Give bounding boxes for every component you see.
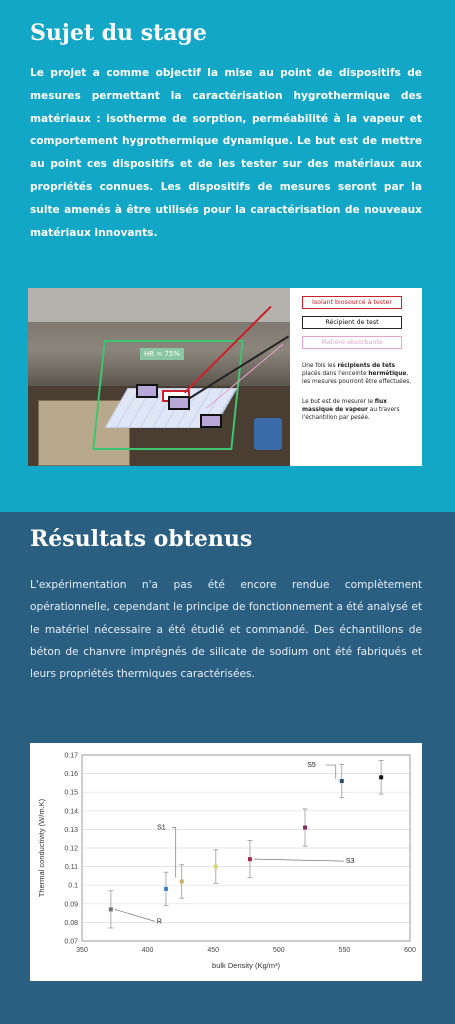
lab-photo xyxy=(28,288,290,466)
y-tick-label: 0.12 xyxy=(64,845,78,853)
y-tick-label: 0.11 xyxy=(64,864,78,872)
data-point xyxy=(248,857,252,861)
setup-figure xyxy=(28,288,422,466)
bucket xyxy=(254,418,282,450)
annotation-label: R xyxy=(156,918,162,926)
y-tick-label: 0.09 xyxy=(64,901,78,909)
data-point xyxy=(303,826,307,830)
data-point xyxy=(379,775,383,779)
annotation-label: S5 xyxy=(307,762,316,770)
chart-svg xyxy=(30,743,422,981)
data-point xyxy=(164,887,168,891)
x-tick-label: 600 xyxy=(404,947,416,954)
x-tick-label: 500 xyxy=(272,947,285,954)
x-tick-label: 550 xyxy=(338,947,351,954)
legend-recipient: Récipient de test xyxy=(302,316,402,329)
annotation-leader xyxy=(254,859,344,861)
annotation-leader xyxy=(326,765,336,779)
y-axis-title: Thermal conductivity (W/m.K) xyxy=(37,798,46,898)
y-tick-label: 0.1 xyxy=(68,882,78,890)
x-axis-title: bulk Density (Kg/m³) xyxy=(212,961,280,970)
legend-matiere: Matière absorbante xyxy=(302,336,402,349)
x-tick-label: 450 xyxy=(207,947,220,954)
figure-note-2: Le but est de mesurer le flux massique de vapeur au travers l'échantillon par pesée. xyxy=(302,399,400,421)
y-tick-label: 0.17 xyxy=(64,752,78,760)
annotation-leader xyxy=(115,909,155,921)
y-tick-label: 0.16 xyxy=(64,771,78,779)
x-tick-label: 400 xyxy=(141,947,154,954)
thermal-conductivity-chart xyxy=(30,743,422,981)
data-point xyxy=(180,879,184,883)
annotation-label: S1 xyxy=(157,824,166,832)
resultats-title: Résultats obtenus xyxy=(30,526,253,552)
test-container xyxy=(168,396,190,410)
rh-label: HR = 75% xyxy=(140,348,184,360)
annotation-leader xyxy=(172,827,176,877)
sujet-title: Sujet du stage xyxy=(30,20,207,46)
test-container xyxy=(136,384,158,398)
test-container xyxy=(200,414,222,428)
figure-note-1: Une fois les récipients de tets placés dans l'enceinte hermétique, les mesures pourront être effectuées. xyxy=(302,363,412,385)
y-tick-label: 0.08 xyxy=(64,919,78,927)
sujet-paragraph: Le projet a comme objectif la mise au point de dispositifs de mesures permettant la caractérisation hygrothermique des matériaux : isotherme de sorption, perméabilité à la vapeur et comportement hygrothermique dynamique. Le but est de mettre au point ces dispositifs et de les tester sur des matériaux aux propriétés connues. Les dispositifs de mesures seront par la suite amenés à être utilisés pour la caractérisation de nouveaux matériaux innovants. xyxy=(30,67,422,239)
y-tick-label: 0.15 xyxy=(64,789,78,797)
data-point xyxy=(214,865,218,869)
y-tick-label: 0.07 xyxy=(64,938,78,946)
x-tick-label: 350 xyxy=(76,947,88,954)
legend-isolant: Isolant biosourcé à tester xyxy=(302,296,402,309)
data-point xyxy=(109,907,113,911)
resultats-paragraph: L'expérimentation n'a pas été encore rendue complètement opérationnelle, cependant le principe de fonctionnement a été analysé et le matériel nécessaire a été étudié et commandé. Des échantillons de béton de chanvre imprégnés de silicate de sodium ont été fabriqués et leurs propriétés thermiques caractérisées. xyxy=(30,579,422,681)
y-tick-label: 0.13 xyxy=(64,826,78,834)
data-point xyxy=(340,779,344,783)
annotation-label: S3 xyxy=(345,858,355,866)
y-tick-label: 0.14 xyxy=(64,808,78,816)
